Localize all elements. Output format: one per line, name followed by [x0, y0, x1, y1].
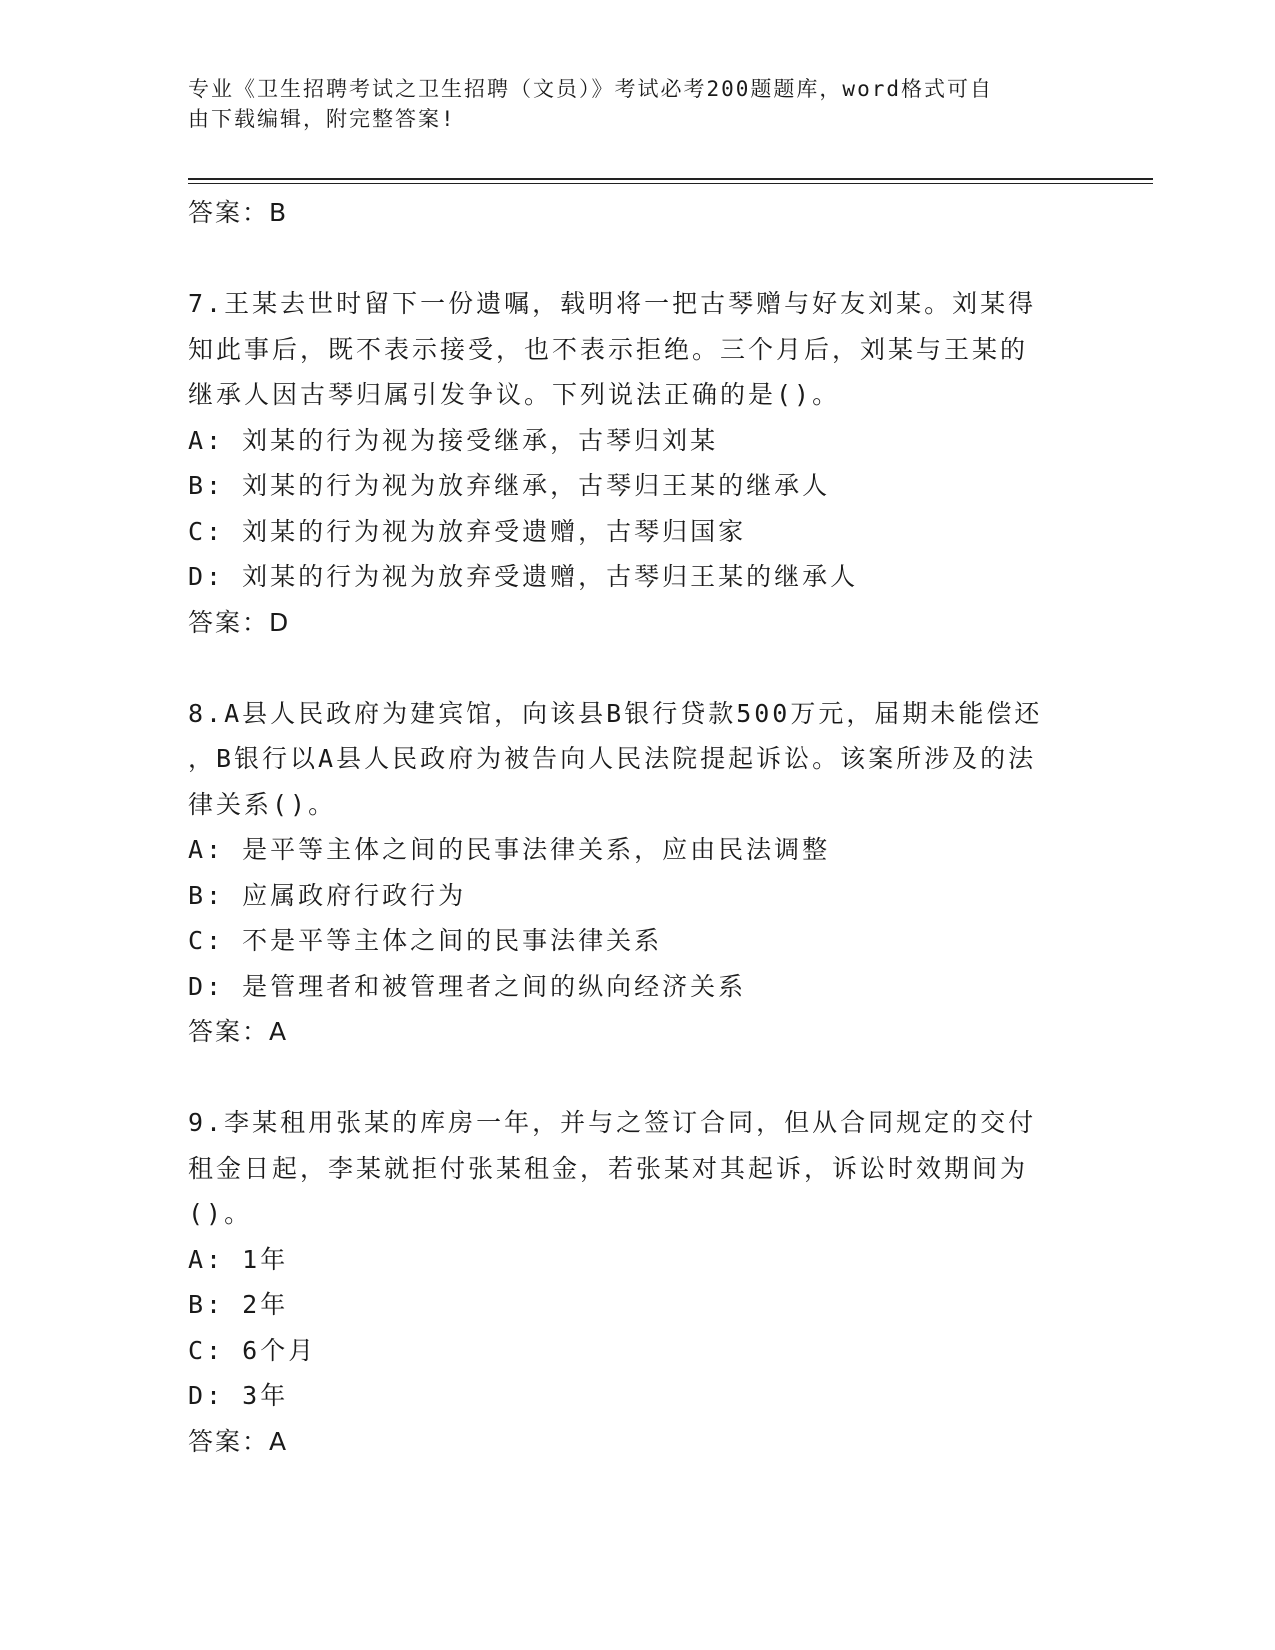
question-8 [188, 691, 1088, 1055]
option-a: A: 是平等主体之间的民事法律关系，应由民法调整 [188, 835, 831, 864]
header-divider-thin [188, 183, 1153, 184]
header-line-1: 专业《卫生招聘考试之卫生招聘（文员）》考试必考200题题库，word格式可自 [188, 77, 993, 101]
answer: 答案：A [188, 1426, 289, 1456]
question-7 [188, 281, 1088, 645]
question-stem-line: 租金日起，李某就拒付张某租金，若张某对其起诉，诉讼时效期间为 [188, 1153, 1029, 1183]
question-stem-line: 继承人因古琴归属引发争议。下列说法正确的是()。 [188, 380, 841, 409]
question-stem-line: 9.李某租用张某的库房一年，并与之签订合同，但从合同规定的交付 [188, 1108, 1037, 1137]
spacer [188, 1055, 1088, 1101]
option-c: C: 6个月 [188, 1335, 317, 1365]
option-d: D: 是管理者和被管理者之间的纵向经济关系 [188, 971, 747, 1001]
option-b: B: 2年 [188, 1290, 289, 1319]
option-b: B: 应属政府行政行为 [188, 880, 467, 910]
answer: 答案：D [188, 607, 291, 637]
question-stem-line: 律关系()。 [188, 789, 337, 819]
question-list [188, 190, 1088, 1464]
header-divider-thick [188, 178, 1153, 180]
spacer [188, 236, 1088, 282]
question-stem-line: 知此事后，既不表示接受，也不表示拒绝。三个月后，刘某与王某的 [188, 334, 1029, 364]
question-stem-line: 8.A县人民政府为建宾馆，向该县B银行贷款500万元，届期未能偿还 [188, 698, 1043, 728]
header-line-2: 由下载编辑，附完整答案! [188, 107, 456, 131]
question-stem-line: 7.王某去世时留下一份遗嘱，载明将一把古琴赠与好友刘某。刘某得 [188, 289, 1037, 318]
option-d: D: 3年 [188, 1381, 289, 1410]
document-header [188, 74, 1088, 134]
option-c: C: 刘某的行为视为放弃受遗赠，古琴归国家 [188, 516, 747, 546]
question-stem-line: ，B银行以A县人民政府为被告向人民法院提起诉讼。该案所涉及的法 [188, 744, 1037, 773]
option-a: A: 1年 [188, 1244, 289, 1274]
option-c: C: 不是平等主体之间的民事法律关系 [188, 926, 663, 955]
spacer [188, 645, 1088, 691]
answer: 答案：A [188, 1017, 289, 1046]
option-b: B: 刘某的行为视为放弃继承，古琴归王某的继承人 [188, 471, 831, 500]
option-d: D: 刘某的行为视为放弃受遗赠，古琴归王某的继承人 [188, 562, 859, 591]
question-stem-line: ()。 [188, 1199, 253, 1228]
option-a: A: 刘某的行为视为接受继承，古琴归刘某 [188, 425, 719, 455]
previous-answer: 答案：B [188, 198, 289, 227]
question-9 [188, 1100, 1088, 1464]
